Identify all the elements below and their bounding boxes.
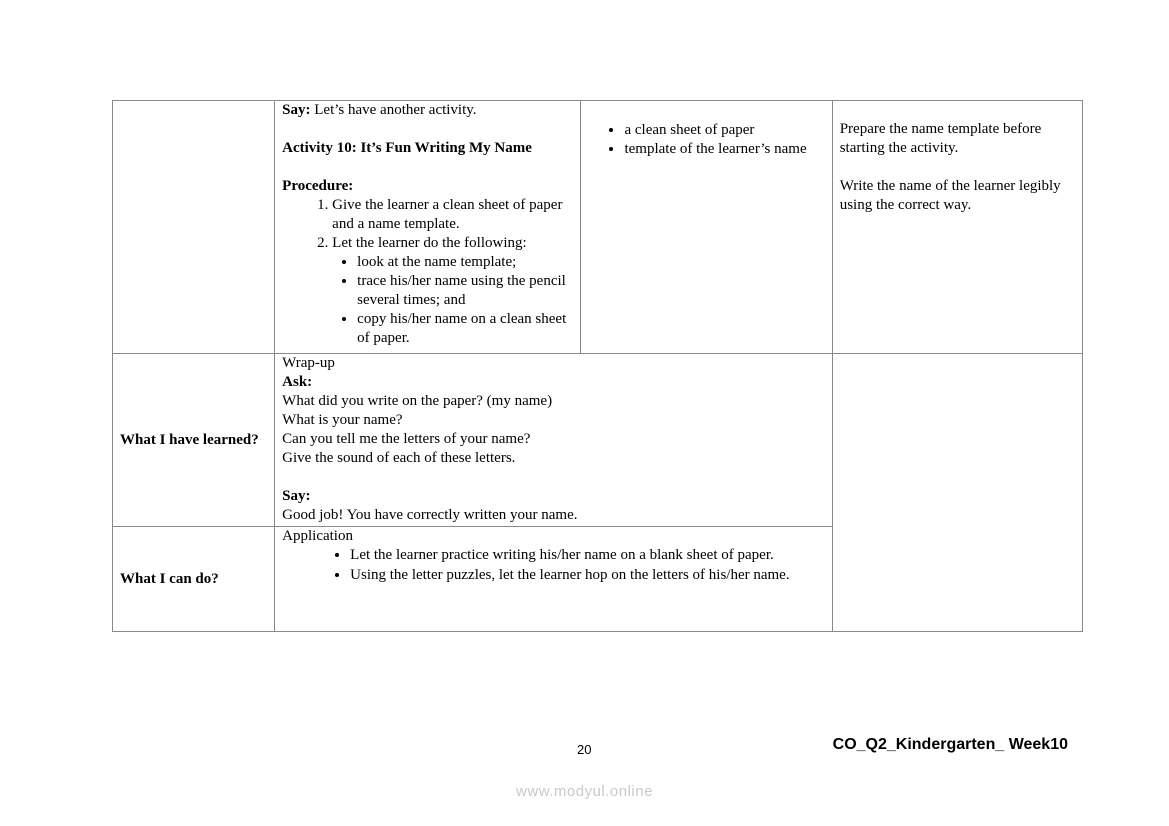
procedure-step: 1. Give the learner a clean sheet of paper and a name template. — [332, 196, 573, 234]
watermark: www.modyul.online — [516, 783, 653, 800]
substep-item: • trace his/her name using the pencil several times; and — [357, 272, 573, 310]
cando-row-label: What I can do? — [113, 527, 275, 632]
question-line: Give the sound of each of these letters. — [282, 450, 516, 466]
page-number: 20 — [577, 742, 592, 757]
activity-procedure-cell — [275, 101, 581, 354]
application-item: • Using the letter puzzles, let the learner hop on the letters of his/her name. — [350, 566, 805, 585]
learned-row-label: What I have learned? — [113, 354, 275, 527]
substep-item: • copy his/her name on a clean sheet of paper. — [357, 310, 573, 348]
learned-row — [113, 354, 1083, 527]
application-item: • Let the learner practice writing his/her name on a blank sheet of paper. — [350, 546, 805, 565]
empty-notes-cell — [832, 354, 1082, 632]
lesson-plan-table — [112, 100, 1083, 632]
procedure-label: Procedure: — [282, 178, 354, 194]
document-code: CO_Q2_Kindergarten_ Week10 — [832, 736, 1068, 753]
question-line: What did you write on the paper? (my name) — [282, 393, 553, 409]
substep-item: • look at the name template; — [357, 253, 573, 272]
application-cell — [275, 527, 833, 632]
application-list — [282, 546, 825, 585]
say-label: Say: — [282, 488, 311, 504]
procedure-step: 2. Let the learner do the following: — [332, 234, 573, 253]
note-text: Write the name of the learner legibly using the correct way. — [839, 178, 1061, 213]
materials-list — [588, 121, 824, 159]
question-line: What is your name? — [282, 412, 403, 428]
question-line: Can you tell me the letters of your name? — [282, 431, 531, 447]
activity-row-label-cell — [113, 101, 275, 354]
activity-title: Activity 10: It’s Fun Writing My Name — [282, 140, 532, 156]
procedure-substeps — [282, 253, 573, 348]
say-text: Good job! You have correctly written your name. — [282, 507, 578, 523]
activity-row — [113, 101, 1083, 354]
material-item: • a clean sheet of paper — [624, 121, 824, 140]
material-item: • template of the learner’s name — [624, 140, 824, 159]
say-line: Say: Let’s have another activity. — [282, 102, 477, 118]
notes-cell — [832, 101, 1082, 354]
wrap-up-heading: Wrap-up — [282, 355, 335, 371]
materials-cell — [581, 101, 832, 354]
ask-label: Ask: — [282, 374, 313, 390]
procedure-steps — [282, 196, 573, 253]
note-text: Prepare the name template before starting the activity. — [839, 121, 1042, 156]
application-heading: Application — [282, 528, 353, 544]
wrap-up-cell — [275, 354, 833, 527]
